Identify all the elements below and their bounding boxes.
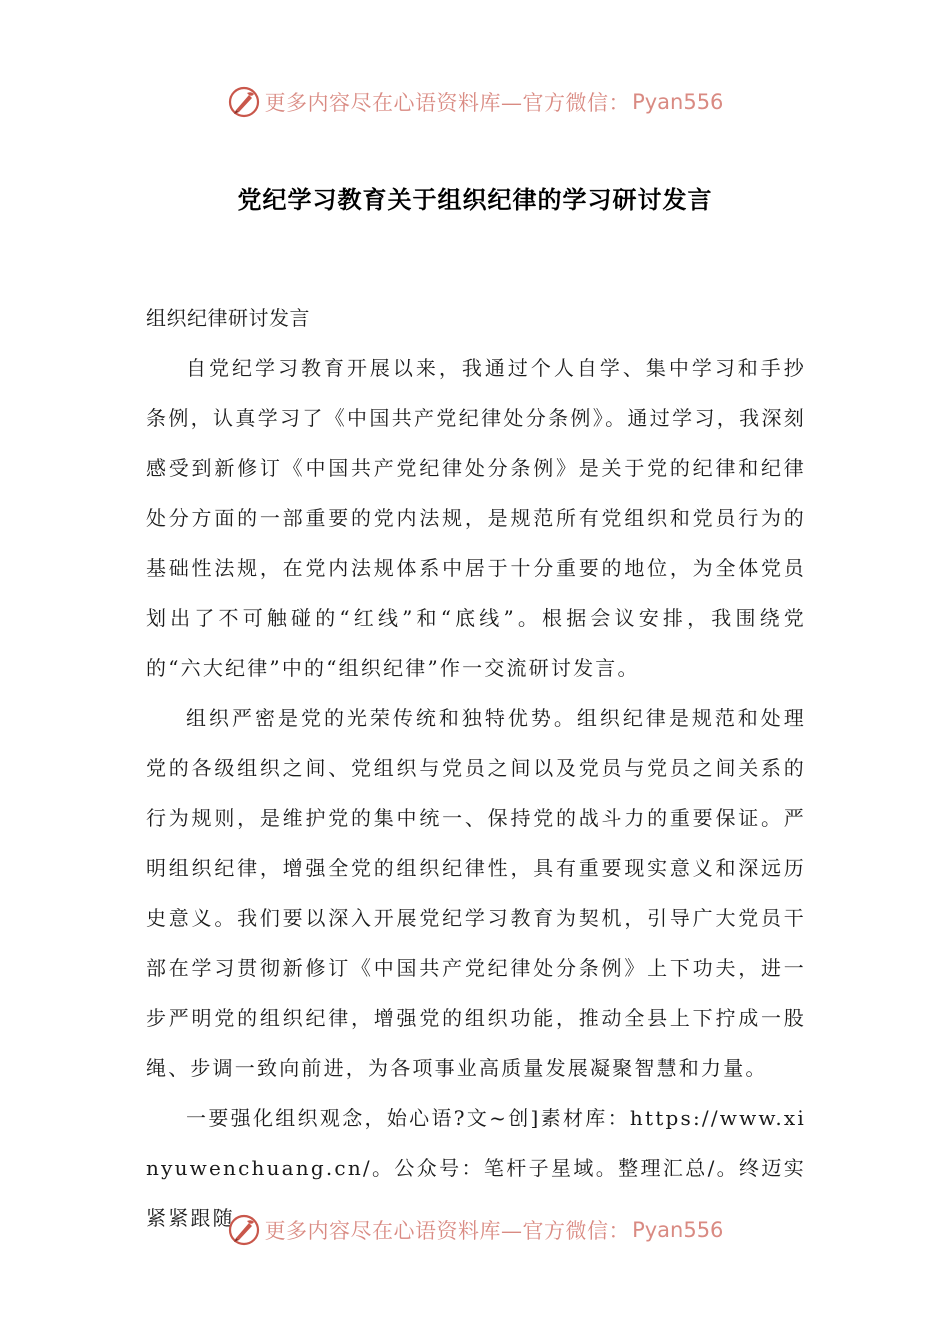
- body-paragraph: 自党纪学习教育开展以来，我通过个人自学、集中学习和手抄条例，认真学习了《中国共产党纪律处分条例》。通过学习，我深刻感受到新修订《中国共产党纪律处分条例》是关于党的纪律和纪律处分方面的一部重要的党内法规，是规范所有党组织和党员行为的基础性法规，在党内法规体系中居于十分重要的地位，为全体党员划出了不可触碰的“红线”和“底线”。根据会议安排，我围绕党的“六大纪律”中的“组织纪律”作一交流研讨发言。: [146, 356, 806, 680]
- body-paragraph: 组织严密是党的光荣传统和独特优势。组织纪律是规范和处理党的各级组织之间、党组织与党员之间以及党员与党员之间关系的行为规则，是维护党的集中统一、保持党的战斗力的重要保证。严明组织纪律，增强全党的组织纪律性，具有重要现实意义和深远历史意义。我们要以深入开展党纪学习教育为契机，引导广大党员干部在学习贯彻新修订《中国共产党纪律处分条例》上下功夫，进一步严明党的组织纪律，增强党的组织功能，推动全县上下拧成一股绳、步调一致向前进，为各项事业高质量发展凝聚智慧和力量。: [146, 706, 806, 1080]
- wechat-id: Pyan556: [632, 90, 724, 114]
- document-body: [146, 293, 806, 1243]
- pen-logo-icon: [227, 85, 261, 119]
- header-watermark-banner: [0, 82, 950, 122]
- watermark-text: 更多内容尽在心语资料库—官方微信：: [264, 91, 631, 115]
- footer-watermark-banner: [0, 1210, 950, 1250]
- document-title: 党纪学习教育关于组织纪律的学习研讨发言: [237, 186, 713, 214]
- pen-logo-icon: [227, 1213, 261, 1247]
- wechat-id: Pyan556: [632, 1218, 724, 1242]
- watermark-text: 更多内容尽在心语资料库—官方微信：: [264, 1219, 631, 1243]
- section-subheading: 组织纪律研讨发言: [146, 306, 310, 330]
- body-paragraph: 一要强化组织观念，始心语?文~创]素材库：https://www.xinyuwenchuang.cn/。公众号：笔杆子星域。整理汇总/。终迈实紧紧跟随: [146, 1106, 806, 1230]
